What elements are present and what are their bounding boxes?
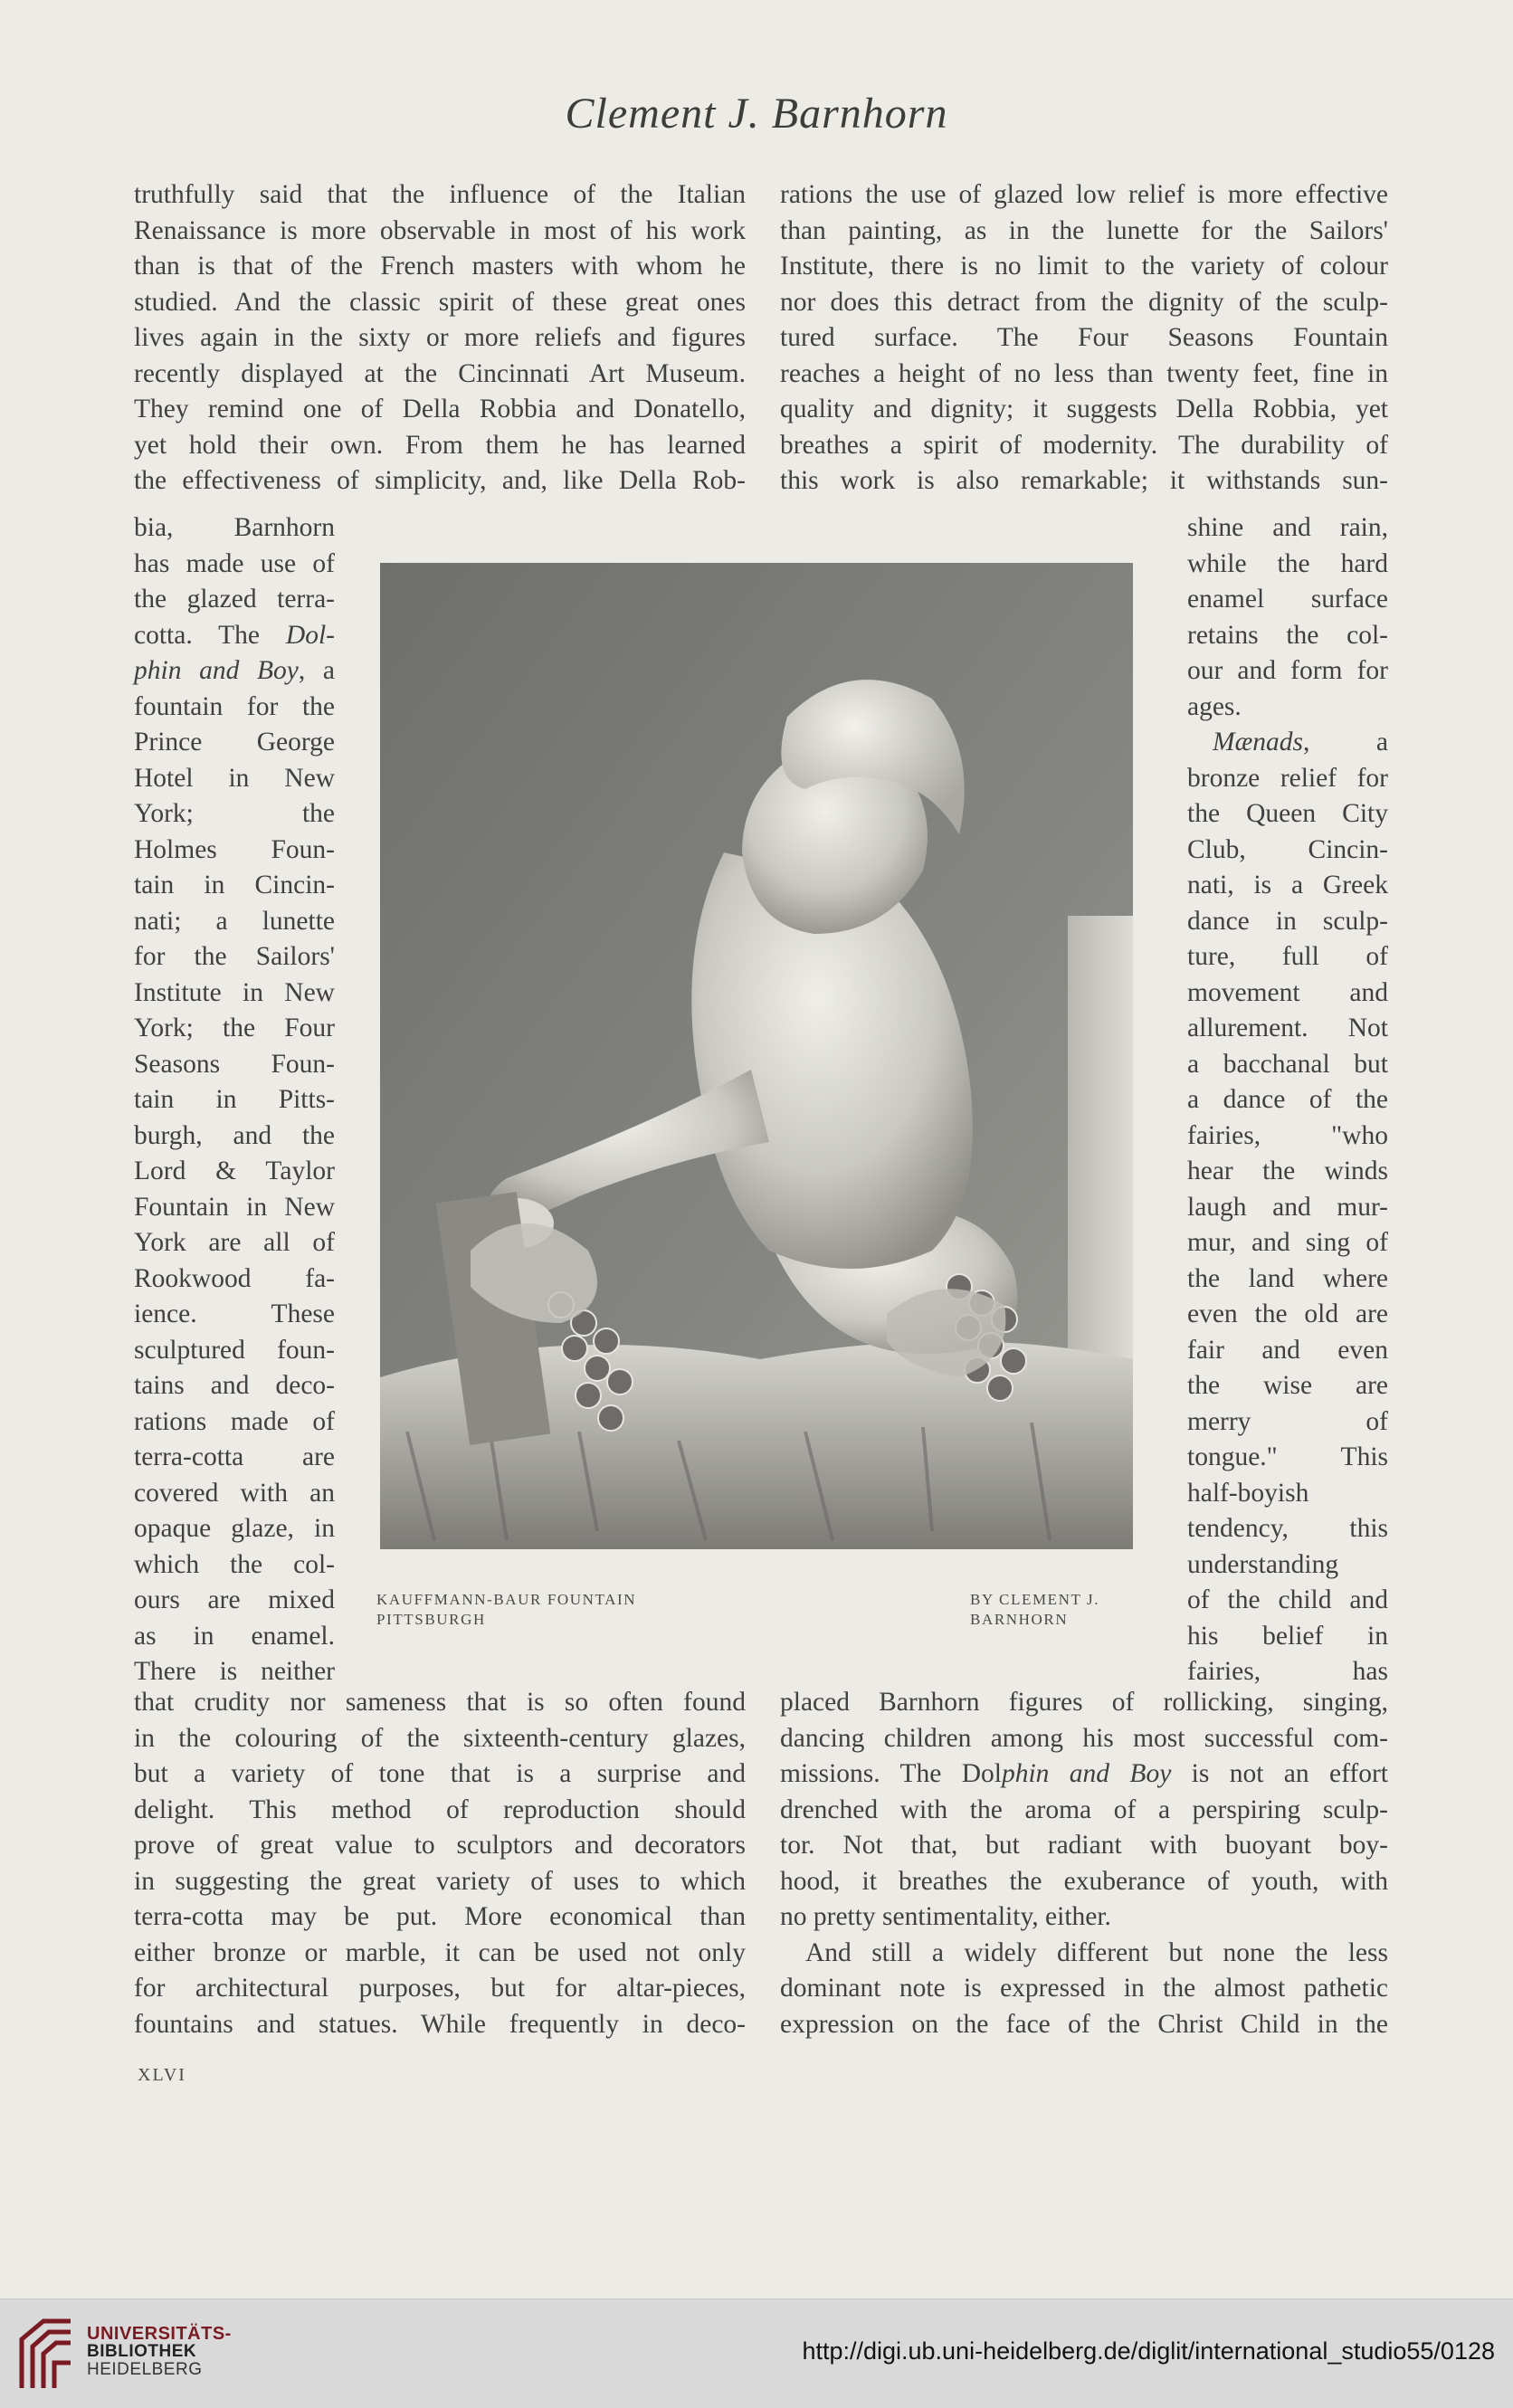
text-line: for the Sailors': [134, 942, 335, 971]
right-narrow-column: [1187, 510, 1388, 1690]
text-line: Seasons Foun-: [134, 1049, 335, 1079]
text-line: breathes a spirit of modernity. The durability of: [780, 430, 1388, 460]
text-line: Fountain in New: [134, 1192, 335, 1222]
text-line: dancing children among his most successful com-: [780, 1723, 1388, 1753]
text-line: in the colouring of the sixteenth-century glazes,: [134, 1723, 746, 1753]
text-line: ages.: [1187, 691, 1242, 721]
boy-with-grapes-sculpture-image: [380, 563, 1133, 1549]
text-line: sculptured foun-: [134, 1335, 335, 1365]
text-line: tain in Pitts-: [134, 1085, 335, 1114]
text-line: of the child and: [1187, 1585, 1388, 1614]
caption-right-line1: BY CLEMENT J.: [970, 1591, 1100, 1608]
text-line: enamel surface: [1187, 585, 1388, 614]
text-line: York are all of: [134, 1228, 335, 1257]
text-line: nati, is a Greek: [1187, 871, 1388, 899]
text-line: ours are mixed: [134, 1585, 335, 1614]
left-column-top: [134, 177, 746, 500]
text-line: laugh and mur-: [1187, 1192, 1388, 1222]
text-line: There is neither: [134, 1657, 335, 1686]
text-line: fairies, has: [1187, 1657, 1388, 1686]
text-line: rations made of: [134, 1406, 335, 1436]
text-line: shine and rain,: [1187, 513, 1388, 542]
text-line: either bronze or marble, it can be used not only: [134, 1937, 746, 1967]
text-line: Lord & Taylor: [134, 1156, 335, 1185]
fountain-photograph: [380, 563, 1133, 1549]
text-line: tongue." This: [1187, 1442, 1388, 1471]
text-line: hear the winds: [1187, 1156, 1388, 1185]
text-line: in suggesting the great variety of uses to which: [134, 1866, 746, 1896]
text-line: prove of great value to sculptors and decorators: [134, 1831, 746, 1860]
text-line: that crudity nor sameness that is so often found: [134, 1688, 746, 1717]
text-line: for architectural purposes, but for altar-pieces,: [134, 1974, 746, 2003]
text-line: Mænads, a: [1213, 728, 1388, 757]
text-line: fair and even: [1187, 1335, 1388, 1365]
text-line: than painting, as in the lunette for the Sailors': [780, 215, 1388, 245]
text-line: hood, it breathes the exuberance of youth, with: [780, 1866, 1388, 1896]
text-line: nor does this detract from the dignity of the sculp-: [780, 287, 1388, 317]
text-line: burgh, and the: [134, 1120, 335, 1150]
text-line: tains and deco-: [134, 1371, 335, 1400]
text-line: missions. The Dolphin and Boy is not an effort: [780, 1759, 1388, 1788]
text-line: Institute in New: [134, 977, 335, 1007]
left-column-bottom: [134, 1685, 746, 2042]
text-line: tendency, this: [1187, 1514, 1388, 1543]
text-line: rations the use of glazed low relief is more effective: [780, 180, 1388, 209]
text-line: fountains and statues. While frequently in deco-: [134, 2009, 746, 2039]
text-line: ture, full of: [1187, 942, 1388, 971]
text-line: as in enamel.: [134, 1621, 335, 1651]
text-line: ience. These: [134, 1299, 335, 1328]
text-line: half-boyish: [1187, 1478, 1309, 1508]
text-line: which the col-: [134, 1549, 335, 1579]
text-line: Hotel in New: [134, 763, 335, 793]
text-line: bronze relief for: [1187, 763, 1388, 793]
text-line: reaches a height of no less than twenty feet, fine in: [780, 358, 1388, 388]
text-line: his belief in: [1187, 1621, 1388, 1651]
library-logo-icon: [16, 2316, 76, 2394]
caption-left: [376, 1590, 636, 1630]
text-line: terra-cotta are: [134, 1442, 335, 1471]
text-line: York; the: [134, 799, 335, 828]
text-line: dance in sculp-: [1187, 906, 1388, 936]
text-line: a dance of the: [1187, 1085, 1388, 1114]
library-name-line3: HEIDELBERG: [87, 2360, 203, 2379]
text-line: Holmes Foun-: [134, 834, 335, 864]
text-line: lives again in the sixty or more reliefs and figures: [134, 323, 746, 352]
text-line: a bacchanal but: [1187, 1049, 1388, 1079]
page-folio: XLVI: [138, 2065, 186, 2085]
digitization-footer: [0, 2299, 1513, 2408]
text-line: tain in Cincin-: [134, 871, 335, 899]
text-line: York; the Four: [134, 1014, 335, 1042]
left-narrow-column: [134, 510, 335, 1690]
text-line: tured surface. The Four Seasons Fountain: [780, 323, 1388, 352]
text-line: merry of: [1187, 1406, 1388, 1436]
text-line: allurement. Not: [1187, 1014, 1388, 1042]
text-line: retains the col-: [1187, 620, 1388, 650]
library-name-line1: UNIVERSITÄTS-: [87, 2324, 232, 2344]
text-line: the effectiveness of simplicity, and, like Della Rob-: [134, 466, 746, 495]
library-name: [87, 2325, 232, 2379]
right-column-bottom: [780, 1685, 1388, 2042]
text-line: the wise are: [1187, 1371, 1388, 1400]
source-url-link[interactable]: http://digi.ub.uni-heidelberg.de/diglit/international_studio55/0128: [802, 2337, 1495, 2365]
text-line: but a variety of tone that is a surprise and: [134, 1759, 746, 1788]
text-line: bia, Barnhorn: [134, 513, 335, 542]
text-line: the Queen City: [1187, 799, 1388, 828]
running-head: Clement J. Barnhorn: [565, 90, 948, 138]
text-line: truthfully said that the influence of the Italian: [134, 180, 746, 209]
right-column-top: [780, 177, 1388, 500]
text-line: quality and dignity; it suggests Della Robbia, yet: [780, 395, 1388, 424]
text-line: They remind one of Della Robbia and Donatello,: [134, 395, 746, 424]
text-line: fairies, "who: [1187, 1120, 1388, 1150]
text-line: And still a widely different but none the less: [805, 1937, 1388, 1967]
caption-right: [970, 1590, 1099, 1630]
text-line: opaque glaze, in: [134, 1514, 335, 1543]
text-line: terra-cotta may be put. More economical than: [134, 1902, 746, 1931]
text-line: recently displayed at the Cincinnati Art Museum.: [134, 358, 746, 388]
text-line: movement and: [1187, 977, 1388, 1007]
text-line: studied. And the classic spirit of these great ones: [134, 287, 746, 317]
text-line: yet hold their own. From them he has learned: [134, 430, 746, 460]
text-line: expression on the face of the Christ Child in the: [780, 2009, 1388, 2039]
text-line: has made use of: [134, 548, 335, 578]
text-line: drenched with the aroma of a perspiring sculp-: [780, 1794, 1388, 1824]
text-line: delight. This method of reproduction should: [134, 1794, 746, 1824]
text-line: our and form for: [1187, 656, 1388, 685]
text-line: cotta. The Dol-: [134, 620, 335, 650]
caption-right-line2: BARNHORN: [970, 1611, 1069, 1628]
text-line: mur, and sing of: [1187, 1228, 1388, 1257]
text-line: the land where: [1187, 1263, 1388, 1293]
text-line: even the old are: [1187, 1299, 1388, 1328]
text-line: phin and Boy, a: [134, 656, 335, 685]
text-line: no pretty sentimentality, either.: [780, 1902, 1111, 1931]
caption-left-line1: KAUFFMANN-BAUR FOUNTAIN: [376, 1591, 637, 1608]
text-line: Prince George: [134, 728, 335, 757]
text-line: covered with an: [134, 1478, 335, 1508]
text-line: dominant note is expressed in the almost pathetic: [780, 1974, 1388, 2003]
text-line: the glazed terra-: [134, 585, 335, 614]
text-line: tor. Not that, but radiant with buoyant boy-: [780, 1831, 1388, 1860]
text-line: Rookwood fa-: [134, 1263, 335, 1293]
text-line: while the hard: [1187, 548, 1388, 578]
text-line: this work is also remarkable; it withstands sun-: [780, 466, 1388, 495]
text-line: fountain for the: [134, 691, 335, 721]
text-line: understanding: [1187, 1549, 1339, 1579]
text-line: than is that of the French masters with whom he: [134, 252, 746, 281]
library-name-line2: BIBLIOTHEK: [87, 2342, 197, 2361]
caption-left-line2: PITTSBURGH: [376, 1611, 486, 1628]
text-line: Club, Cincin-: [1187, 834, 1388, 864]
text-line: Renaissance is more observable in most of his work: [134, 215, 746, 245]
text-line: placed Barnhorn figures of rollicking, singing,: [780, 1688, 1388, 1717]
text-line: nati; a lunette: [134, 906, 335, 936]
text-line: Institute, there is no limit to the variety of colour: [780, 252, 1388, 281]
